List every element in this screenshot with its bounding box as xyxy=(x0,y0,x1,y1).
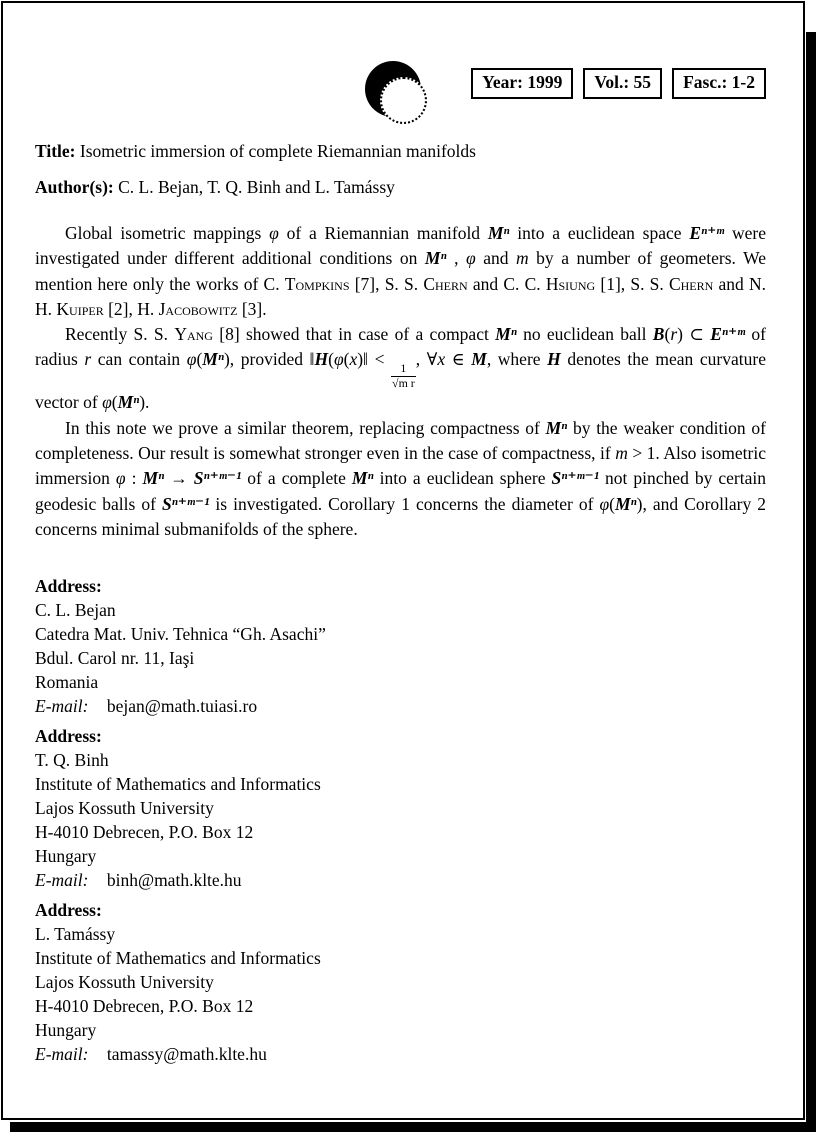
abstract-text-segment: r xyxy=(84,349,92,370)
abstract-paragraph xyxy=(35,322,766,416)
abstract-text-segment: ( xyxy=(328,349,334,370)
abstract-text-segment: and C. C. xyxy=(467,273,546,294)
abstract xyxy=(35,221,766,542)
abstract-text-segment: M xyxy=(471,349,487,370)
email-label: E-mail: xyxy=(35,696,89,717)
abstract-text-segment: ( xyxy=(343,349,350,370)
abstract-text-segment: Recently S. S. xyxy=(65,324,175,345)
abstract-text-segment: x xyxy=(437,349,446,370)
address-line: Bdul. Carol nr. 11, Iaşi xyxy=(35,648,195,669)
abstract-text-segment: Mⁿ xyxy=(202,349,224,370)
abstract-text-segment: Chern xyxy=(423,273,468,294)
crescent-moon-logo-icon xyxy=(365,61,427,121)
volume-badge: Vol.: 55 xyxy=(583,68,662,99)
abstract-text-segment: ( xyxy=(609,493,615,514)
abstract-text-segment: Mⁿ xyxy=(142,468,165,489)
abstract-text-segment: )‖ < xyxy=(357,349,392,370)
abstract-text-segment: ( xyxy=(664,324,671,345)
abstract-text-segment: of a Riemannian manifold xyxy=(278,223,488,243)
abstract-paragraph xyxy=(35,416,766,542)
address-block xyxy=(35,898,766,1066)
abstract-text-segment: Jacobowitz xyxy=(158,298,238,319)
abstract-text-segment: x xyxy=(349,349,358,370)
address-section xyxy=(35,574,766,1066)
abstract-text-segment: m xyxy=(516,248,529,269)
abstract-text-segment: of radius xyxy=(35,324,767,370)
abstract-text-segment: φ xyxy=(102,392,112,413)
address-line: Lajos Kossuth University xyxy=(35,972,214,993)
page-drop-shadow-bottom xyxy=(10,1122,816,1132)
article-title: Isometric immersion of complete Riemannian manifolds xyxy=(79,141,476,161)
abstract-text-segment: denotes the mean curvature vector of xyxy=(35,349,766,413)
abstract-text-segment: Chern xyxy=(668,273,714,294)
abstract-text-segment: ), and Corollary 2 concerns minimal submanifolds of the sphere. xyxy=(35,493,766,539)
abstract-text-segment: Sⁿ⁺ᵐ⁻¹ xyxy=(161,493,210,514)
abstract-paragraph xyxy=(35,221,766,322)
abstract-text-segment: [1], S. S. xyxy=(595,273,669,294)
abstract-text-segment: Mⁿ xyxy=(487,223,510,243)
year-badge: Year: 1999 xyxy=(471,68,573,99)
article-authors: C. L. Bejan, T. Q. Binh and L. Tamássy xyxy=(118,177,395,197)
address-line: Institute of Mathematics and Informatics xyxy=(35,948,321,969)
abstract-text-segment: and xyxy=(475,248,517,269)
email-row xyxy=(35,868,766,892)
abstract-text-segment: Hsiung xyxy=(545,273,596,294)
abstract-text-segment: Sⁿ⁺ᵐ⁻¹ xyxy=(551,468,599,489)
abstract-text-segment: Eⁿ⁺ᵐ xyxy=(710,324,746,345)
authors-label: Author(s): xyxy=(35,177,114,197)
abstract-text-segment: φ xyxy=(466,248,476,269)
authors-row xyxy=(35,174,766,200)
abstract-text-segment: H xyxy=(314,349,329,370)
abstract-text-segment: Mⁿ xyxy=(495,324,517,345)
abstract-text-segment: ∈ xyxy=(445,349,472,370)
page-content xyxy=(3,3,803,1118)
email-row xyxy=(35,1042,766,1066)
address-line: T. Q. Binh xyxy=(35,750,109,771)
abstract-text-segment: [2], H. xyxy=(103,298,159,319)
page-sheet xyxy=(1,1,805,1120)
abstract-text-segment: [8] showed that in case of a compact xyxy=(212,324,496,345)
title-label: Title: xyxy=(35,141,76,161)
abstract-text-segment: is investigated. Corollary 1 concerns the diameter of xyxy=(209,493,600,514)
inline-fraction: $\frac{1}{\text{√m r}}$ xyxy=(392,361,415,390)
email-address: tamassy@math.klte.hu xyxy=(106,1044,267,1065)
abstract-text-segment: H xyxy=(547,349,561,370)
email-row xyxy=(35,694,766,718)
abstract-text-segment: φ xyxy=(269,223,279,243)
address-label: Address: xyxy=(35,576,102,597)
address-line: H-4010 Debrecen, P.O. Box 12 xyxy=(35,822,254,843)
abstract-text-segment: B xyxy=(652,324,665,345)
abstract-text-segment: m xyxy=(615,442,628,463)
address-label: Address: xyxy=(35,900,102,921)
abstract-text-segment: of a complete xyxy=(241,468,352,489)
abstract-text-segment: > 1. Also isometric immersion xyxy=(35,442,766,489)
address-line: Institute of Mathematics and Informatics xyxy=(35,774,321,795)
address-line: Romania xyxy=(35,672,99,693)
abstract-text-segment: by a number of geometers. We mention here only the works of C. xyxy=(35,248,766,294)
address-line: Hungary xyxy=(35,1020,97,1041)
title-row xyxy=(35,138,766,164)
abstract-text-segment: Tompkins xyxy=(284,273,350,294)
page-drop-shadow-right xyxy=(806,32,816,1132)
abstract-text-segment: Mⁿ xyxy=(424,248,447,269)
abstract-text-segment: Yang xyxy=(174,324,213,345)
abstract-text-segment: were investigated under different additional conditions on xyxy=(35,223,766,269)
address-line: C. L. Bejan xyxy=(35,600,116,621)
abstract-text-segment: can contain xyxy=(91,349,187,370)
address-label: Address: xyxy=(35,726,102,747)
abstract-text-segment: and N. H. xyxy=(35,273,767,319)
abstract-text-segment: , xyxy=(446,248,466,269)
abstract-text-segment: φ xyxy=(186,349,197,370)
article-meta xyxy=(35,138,766,200)
abstract-text-segment: ) ⊂ xyxy=(677,324,711,345)
address-line: Lajos Kossuth University xyxy=(35,798,214,819)
email-label: E-mail: xyxy=(35,1044,89,1065)
issue-badges xyxy=(471,68,766,99)
abstract-text-segment: ( xyxy=(111,392,118,413)
address-line: Catedra Mat. Univ. Tehnica “Gh. Asachi” xyxy=(35,624,326,645)
email-address: binh@math.klte.hu xyxy=(106,870,242,891)
abstract-text-segment: Sⁿ⁺ᵐ⁻¹ xyxy=(193,468,242,489)
email-address: bejan@math.tuiasi.ro xyxy=(106,696,258,717)
fascicle-badge: Fasc.: 1-2 xyxy=(672,68,766,99)
abstract-text-segment: : xyxy=(125,468,143,489)
address-line: H-4010 Debrecen, P.O. Box 12 xyxy=(35,996,254,1017)
abstract-text-segment: Mⁿ xyxy=(351,468,374,489)
abstract-text-segment: not pinched by certain geodesic balls of xyxy=(35,468,767,514)
abstract-text-segment: ). xyxy=(139,392,150,413)
abstract-text-segment: Mⁿ xyxy=(117,392,140,413)
abstract-text-segment: , where xyxy=(486,349,548,370)
abstract-text-segment: , ∀ xyxy=(415,349,438,370)
abstract-text-segment: into a euclidean sphere xyxy=(373,468,552,489)
abstract-text-segment: Mⁿ xyxy=(545,417,568,438)
abstract-text-segment: [3]. xyxy=(237,298,267,319)
abstract-text-segment: Kuiper xyxy=(56,298,104,319)
abstract-text-segment: Eⁿ⁺ᵐ xyxy=(689,223,725,243)
address-block xyxy=(35,724,766,892)
abstract-text-segment: φ xyxy=(115,468,126,489)
page-header xyxy=(35,61,766,121)
abstract-text-segment: φ xyxy=(599,493,610,514)
address-line: Hungary xyxy=(35,846,97,867)
address-block xyxy=(35,574,766,718)
abstract-text-segment: into a euclidean space xyxy=(509,223,690,243)
abstract-text-segment: Mⁿ xyxy=(614,493,637,514)
abstract-text-segment: → xyxy=(164,468,194,489)
abstract-text-segment: φ xyxy=(333,349,344,370)
email-label: E-mail: xyxy=(35,870,89,891)
abstract-text-segment: no euclidean ball xyxy=(516,324,653,345)
abstract-text-segment: [7], S. S. xyxy=(349,273,424,294)
abstract-text-segment: Global isometric mappings xyxy=(65,223,270,243)
logo-light-disk xyxy=(380,77,427,124)
abstract-text-segment: r xyxy=(670,324,678,345)
address-line: L. Tamássy xyxy=(35,924,116,945)
abstract-text-segment: ), provided ‖ xyxy=(223,349,315,370)
abstract-text-segment: by the weaker condition of completeness. Our result is somewhat stronger even in the case of compactness, if xyxy=(35,417,766,463)
abstract-text-segment: ( xyxy=(196,349,203,370)
abstract-text-segment: In this note we prove a similar theorem, replacing compactness of xyxy=(65,417,546,438)
